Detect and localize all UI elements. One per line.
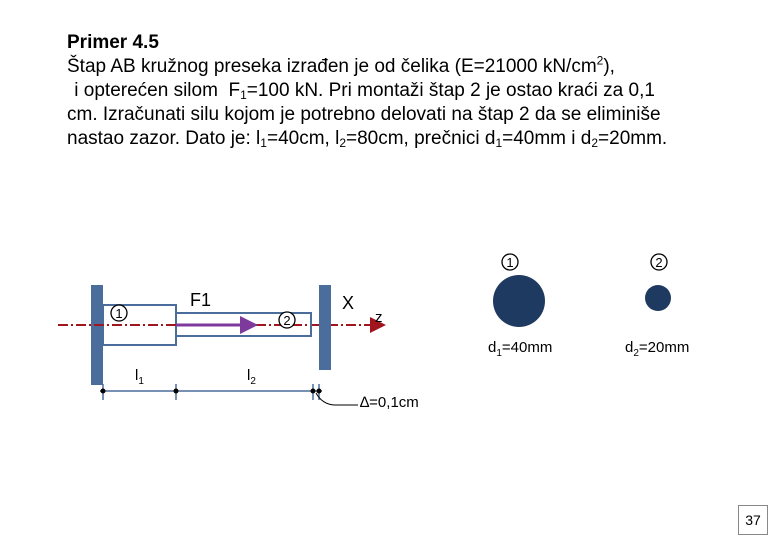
subscript: 1 [495,136,503,150]
x-axis-label: X [342,293,355,313]
text-span: =40mm i d [502,128,592,149]
d1-label: $d_1=40mm$ [488,339,553,359]
text-span: nastao zazor. Dato je: l [67,128,261,149]
text-span: =80cm, prečnici d [346,128,496,149]
cross-section-1 [493,275,545,327]
l2-label: $l_2$ [247,367,256,387]
dim-dot [174,389,179,394]
cross-section-2-marker: 2 [655,255,663,270]
problem-title: Primer 4.5 [67,32,159,53]
member-2-marker: 2 [283,313,291,328]
text-span: =40cm, l [266,128,340,149]
superscript: 2 [596,53,604,68]
text-span: ), [603,56,615,77]
member-1-marker: 1 [115,306,123,321]
gap-leader-line [316,393,358,405]
subscript: 2 [339,136,346,150]
text-span: =20mm. [598,128,668,149]
l1-label: $l_1$ [135,367,144,387]
text-span: =100 kN. Pri montaži štap 2 je ostao kraći za 0,1 [246,80,655,101]
dim-dot [101,389,106,394]
cross-section-1-marker: 1 [506,255,514,270]
text-span: i opterećen silom F [69,80,241,101]
cross-section-2 [645,285,671,311]
problem-line-3: cm. Izračunati silu kojom je potrebno delovati na štap 2 da se eliminiše [67,104,661,125]
subscript: 1 [240,88,247,102]
z-axis-label: z [375,309,383,326]
dim-dot [317,389,322,394]
dim-dot [311,389,316,394]
gap-label: ∆=0,1cm [360,394,419,411]
text-span: Štap AB kružnog preseka izrađen je od čelika (E=21000 kN/cm [67,56,597,77]
subscript: 1 [260,136,267,150]
left-wall [91,285,103,385]
page-number: 37 [738,505,768,535]
force-label: F1 [190,290,212,310]
d2-label: $d_2=20mm$ [625,339,690,359]
subscript: 2 [591,136,599,150]
right-wall [319,285,331,370]
